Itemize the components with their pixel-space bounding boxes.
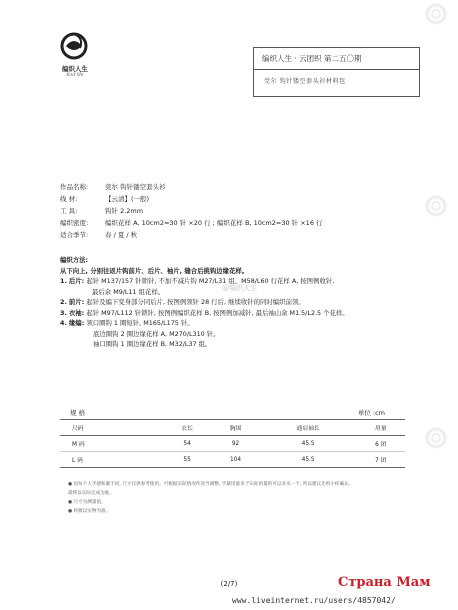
step-number: 3. <box>60 308 67 317</box>
method-title: 编织方法: <box>60 256 89 264</box>
spec-unit: 单位 :cm <box>357 409 385 417</box>
info-value: 【云清】(一般) <box>105 195 150 203</box>
method-step <box>60 297 410 308</box>
step-number: 4. <box>60 319 67 327</box>
note-line: ● 尺寸为测量值。 <box>68 500 106 505</box>
step-number: 2. <box>60 298 67 306</box>
step-line: 起针 M137/157 针锁针, 不加不减片钩 M27/L31 组、M58/L60 行花样 A, 按图例收针, <box>86 277 335 285</box>
page-number: (2/7) <box>220 580 238 588</box>
note-line: ● 因每个人手感和紧不同, 尺寸仅供参考使用。可根据实际情况作适当调整, 手紧用量多于实际用量的可以多买一个, 所以建议先织小样确认。 <box>68 482 354 487</box>
info-value: 钩针 2.2mm <box>105 207 144 215</box>
info-label: 编织密度: <box>60 219 89 227</box>
spec-table <box>60 420 405 468</box>
info-row <box>60 205 323 217</box>
step-line: 袖口圈钩 1 圈边缘花样 B, M32/L37 组。 <box>93 340 212 348</box>
info-row <box>60 229 323 241</box>
info-label: 工 具: <box>60 207 78 215</box>
issue-header-box <box>253 47 420 97</box>
column-header: 用量 <box>357 420 405 436</box>
table-cell: 6 团 <box>357 436 405 452</box>
method-step <box>60 308 410 319</box>
issue-subtitle: 莞尔 钩针镂空套头衫材料包 <box>264 78 346 85</box>
info-row <box>60 193 323 205</box>
column-header: 尺码 <box>60 420 163 436</box>
logo-title: 编织人生 <box>62 65 88 73</box>
info-value: 春 / 夏 / 秋 <box>105 231 138 239</box>
table-cell: 54 <box>163 436 211 452</box>
site-brand-watermark: Страна Мам <box>338 575 431 590</box>
table-cell: 7 团 <box>357 452 405 468</box>
info-label: 线 材: <box>60 195 78 203</box>
table-cell: L 码 <box>60 452 163 468</box>
size-spec-table <box>60 406 405 468</box>
step-line: 领口圈钩 1 圈短针, M165/L175 针。 <box>86 319 194 327</box>
info-label: 适合季节: <box>60 231 89 239</box>
table-cell: 45.5 <box>260 436 357 452</box>
column-header: 通肩袖长 <box>260 420 357 436</box>
step-name: 缘编: <box>68 319 85 327</box>
info-value: 莞尔 钩针镂空套头衫 <box>105 183 166 191</box>
spec-title: 规 格 <box>70 409 86 417</box>
step-name: 衣袖: <box>68 308 85 317</box>
method-step <box>60 318 410 329</box>
info-label: 作品名称: <box>60 183 89 191</box>
table-header-row <box>60 420 405 436</box>
table-row <box>60 436 405 452</box>
corner-swirl-icon <box>414 188 450 224</box>
header-divider <box>254 69 419 70</box>
source-url: www.liveinternet.ru/users/4857042/ <box>232 596 396 605</box>
notes <box>68 480 408 516</box>
logo-subtitle: Knit life <box>66 73 84 78</box>
spec-header <box>60 406 405 420</box>
step-line: 底边圈钩 2 圈边缘花样 A, M270/L310 针。 <box>93 329 220 338</box>
table-cell: M 码 <box>60 436 163 452</box>
step-line: 起针及编下变身部分同后片, 按图例领针 28 行后, 继续收针的同时编织前领。 <box>86 298 305 306</box>
corner-swirl-icon <box>414 420 450 456</box>
table-cell: 45.5 <box>260 452 357 468</box>
project-info <box>60 181 323 241</box>
method-intro: 从下向上, 分别往返片钩前片、后片、袖片, 缝合后挑钩边缘花样。 <box>60 266 249 275</box>
info-value: 编织花样 A, 10cm2=30 针 ×20 行 ; 编织花样 B, 10cm2=30 针 ×16 行 <box>105 219 323 227</box>
info-row <box>60 217 323 229</box>
knitting-method <box>60 255 410 350</box>
table-row <box>60 452 405 468</box>
column-header: 胸围 <box>211 420 259 436</box>
note-line: 最终以实际完成为准。 <box>68 491 114 496</box>
note-line: ● 样板以实物为准。 <box>68 509 111 514</box>
info-row <box>60 181 323 193</box>
step-name: 后片: <box>68 277 85 285</box>
issue-title: 编织人生 · 云团织 第二五〇期 <box>262 54 362 63</box>
corner-swirl-icon <box>414 0 450 36</box>
table-cell: 104 <box>211 452 259 468</box>
step-line: 最后余 M9/L11 组花样。 <box>92 287 165 296</box>
step-name: 前片: <box>68 298 85 306</box>
table-cell: 92 <box>211 436 259 452</box>
watermark: @编织人生 <box>222 284 257 292</box>
table-cell: 55 <box>163 452 211 468</box>
step-line: 起针 M97/L112 针锁针, 按图例编织花样 B, 按图例加减针, 最后袖山余 M1.5/L2.5 个花样。 <box>86 308 349 317</box>
column-header: 衣长 <box>163 420 211 436</box>
step-number: 1. <box>60 277 67 285</box>
